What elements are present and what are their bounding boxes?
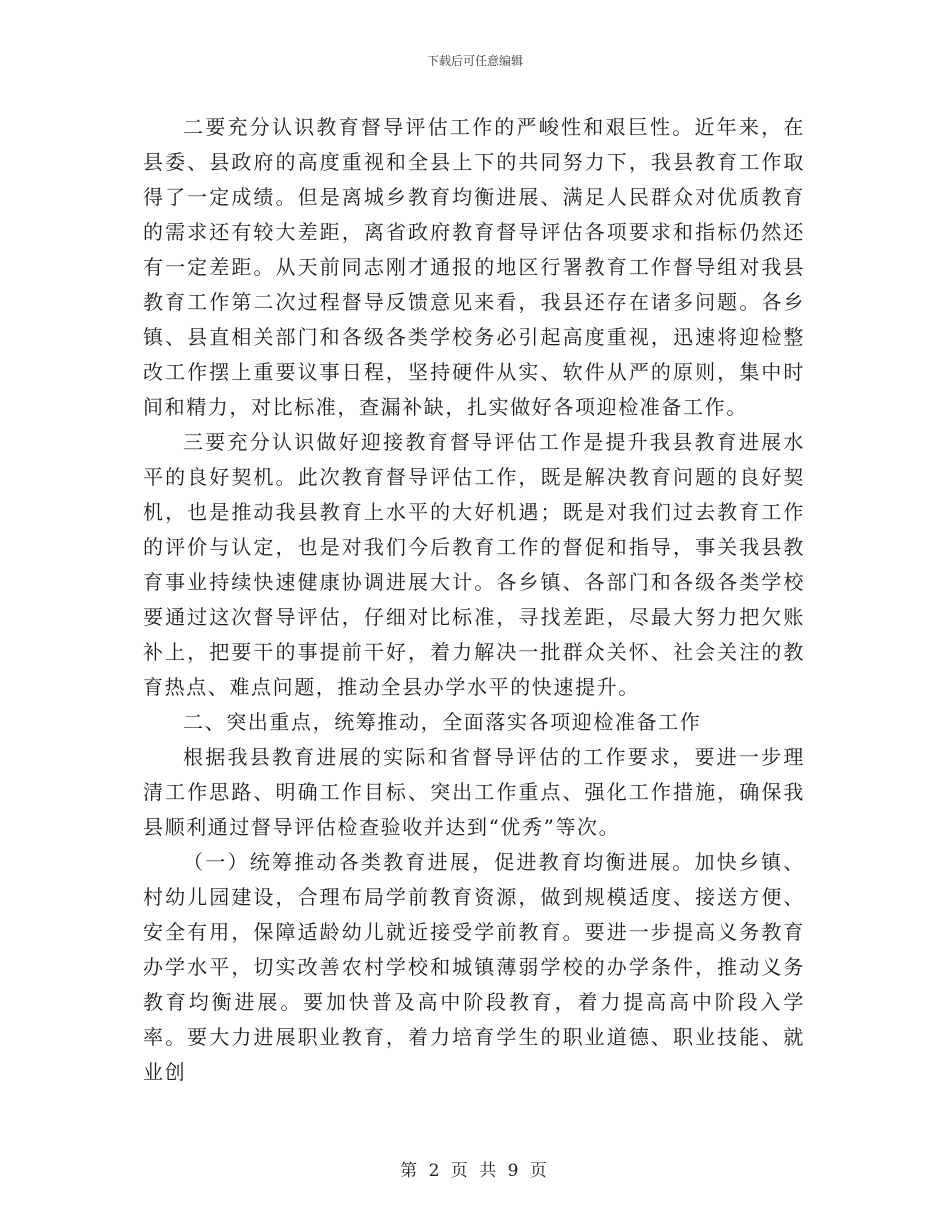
paragraph: 二要充分认识教育督导评估工作的严峻性和艰巨性。近年来，在县委、县政府的高度重视和全县上下的共同努力下，我县教育工作取得了一定成绩。但是离城乡教育均衡进展、满足人民群众对优质教育的需求还有较大差距，离省政府教育督导评估各项要求和指标仍然还有一定差距。从天前同志刚才通报的地区行署教育工作督导组对我县教育工作第二次过程督导反馈意见来看，我县还存在诸多问题。各乡镇、县直相关部门和各级各类学校务必引起高度重视，迅速将迎检整改工作摆上重要议事日程，坚持硬件从实、软件从严的原则，集中时间和精力，对比标准，查漏补缺，扎实做好各项迎检准备工作。 [143, 115, 805, 419]
section-heading: 二、突出重点，统筹推动，全面落实各项迎检准备工作 [183, 710, 702, 734]
page-number: 第 2 页 共 9 页 [400, 1161, 550, 1181]
header-note: 下载后可任意编辑 [426, 54, 523, 68]
document-body [143, 110, 805, 1090]
paragraph: 三要充分认识做好迎接教育督导评估工作是提升我县教育进展水平的良好契机。此次教育督导评估工作，既是解决教育问题的良好契机，也是推动我县教育上水平的大好机遇；既是对我们过去教育工作的评价与认定，也是对我们今后教育工作的督促和指导，事关我县教育事业持续快速健康协调进展大计。各乡镇、各部门和各级各类学校要通过这次督导评估，仔细对比标准，寻找差距，尽最大努力把欠账补上，把要干的事提前干好，着力解决一批群众关怀、社会关注的教育热点、难点问题，推动全县办学水平的快速提升。 [143, 430, 805, 699]
paragraph: （一）统筹推动各类教育进展，促进教育均衡进展。加快乡镇、村幼儿园建设，合理布局学前教育资源，做到规模适度、接送方便、安全有用，保障适龄幼儿就近接受学前教育。要进一步提高义务教育办学水平，切实改善农村学校和城镇薄弱学校的办学条件，推动义务教育均衡进展。要加快普及高中阶段教育，着力提高高中阶段入学率。要大力进展职业教育，着力培育学生的职业道德、职业技能、就业创 [143, 850, 805, 1084]
paragraph: 根据我县教育进展的实际和省督导评估的工作要求，要进一步理清工作思路、明确工作目标、突出工作重点、强化工作措施，确保我县顺利通过督导评估检查验收并达到“优秀”等次。 [143, 745, 805, 839]
